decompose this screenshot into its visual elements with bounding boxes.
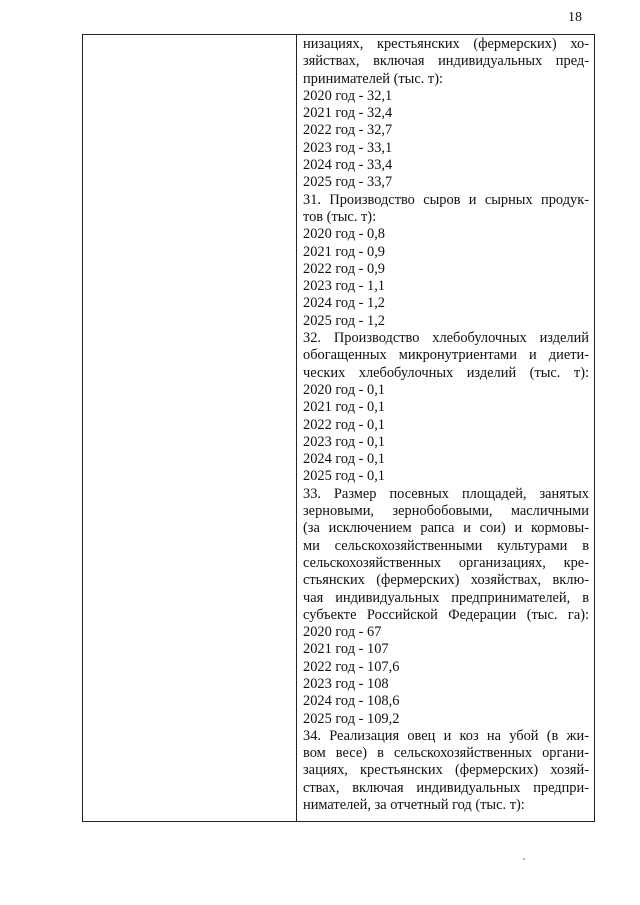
text-line: зяйствах, включая индивидуальных пред- <box>303 53 589 70</box>
text-line: стьянских (фермерских) хозяйствах, вклю- <box>303 572 589 589</box>
text-line: 34. Реализация овец и коз на убой (в жи- <box>303 727 589 744</box>
scan-speck <box>523 858 525 860</box>
text-line: 2021 год - 32,4 <box>303 105 393 122</box>
text-line: 2022 год - 0,9 <box>303 260 386 277</box>
text-line: зациях, крестьянских (фермерских) хозяй- <box>303 762 589 779</box>
text-line: ческих хлебобулочных изделий (тыс. т): <box>303 364 589 381</box>
text-line: 2022 год - 0,1 <box>303 416 386 433</box>
text-line: 2022 год - 107,6 <box>303 658 400 675</box>
text-line: 2020 год - 67 <box>303 624 382 641</box>
text-line: субъекте Российской Федерации (тыс. га): <box>303 606 589 623</box>
text-line: 2023 год - 108 <box>303 675 389 692</box>
page-number: 18 <box>568 10 582 25</box>
text-line: 2021 год - 0,1 <box>303 399 386 416</box>
text-line: 2025 год - 109,2 <box>303 710 400 727</box>
column-divider <box>296 35 297 821</box>
text-line: 32. Производство хлебобулочных изделий <box>303 330 589 347</box>
text-line: ствах, включая индивидуальных предпри- <box>303 779 589 796</box>
text-line: принимателей (тыс. т): <box>303 70 443 87</box>
text-line: ми сельскохозяйственными культурами в <box>303 537 589 554</box>
text-line: 2024 год - 108,6 <box>303 693 400 710</box>
text-line: 2023 год - 33,1 <box>303 139 393 156</box>
right-column-cell <box>303 36 589 814</box>
text-line: 2020 год - 0,8 <box>303 226 386 243</box>
text-line: 2025 год - 0,1 <box>303 468 386 485</box>
text-line: 2025 год - 1,2 <box>303 312 386 329</box>
text-line: 2023 год - 0,1 <box>303 433 386 450</box>
text-line: (за исключением рапса и сои) и кормовы- <box>303 520 589 537</box>
text-line: 33. Размер посевных площадей, занятых <box>303 485 589 502</box>
left-column-cell <box>83 35 296 821</box>
text-line: зерновыми, зернобобовыми, масличными <box>303 503 589 520</box>
text-line: 2021 год - 0,9 <box>303 243 386 260</box>
text-line: чая индивидуальных предпринимателей, в <box>303 589 589 606</box>
text-line: 2024 год - 33,4 <box>303 157 393 174</box>
text-line: нимателей, за отчетный год (тыс. т): <box>303 797 525 814</box>
text-line: тов (тыс. т): <box>303 208 377 225</box>
document-table <box>82 34 595 822</box>
text-line: сельскохозяйственных организациях, кре- <box>303 554 589 571</box>
text-line: низациях, крестьянских (фермерских) хо- <box>303 36 589 52</box>
text-line: вом весе) в сельскохозяйственных органи- <box>303 745 589 762</box>
text-line: 2022 год - 32,7 <box>303 122 393 139</box>
text-line: 2020 год - 0,1 <box>303 381 386 398</box>
text-line: 2020 год - 32,1 <box>303 87 393 104</box>
text-line: обогащенных микронутриентами и диети- <box>303 347 589 364</box>
text-line: 2021 год - 107 <box>303 641 389 658</box>
text-line: 2024 год - 0,1 <box>303 451 386 468</box>
text-line: 2024 год - 1,2 <box>303 295 386 312</box>
text-line: 31. Производство сыров и сырных продук- <box>303 191 589 208</box>
text-line: 2023 год - 1,1 <box>303 278 386 295</box>
text-line: 2025 год - 33,7 <box>303 174 393 191</box>
